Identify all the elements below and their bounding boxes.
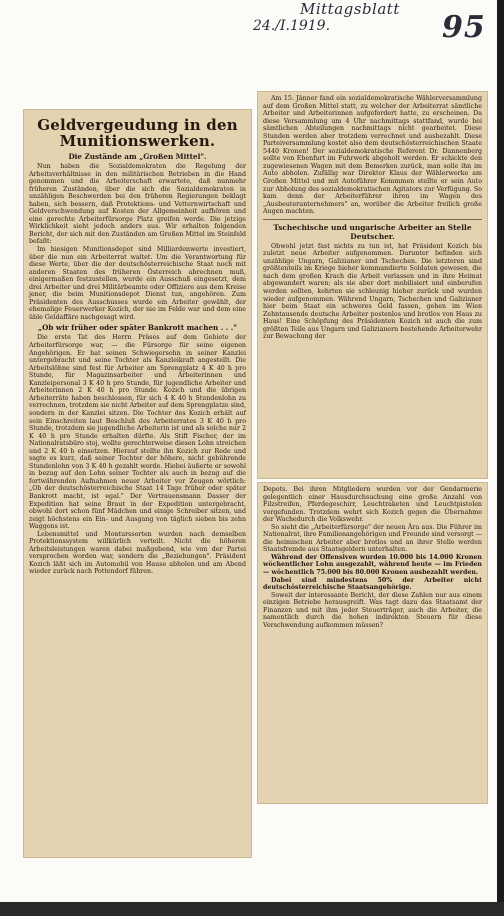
paragraph: Am 15. Jänner fand ein sozialdemokratische Wählerversammlung auf dem Großen Mittel statt, zu welcher der Arbeiterrat sämtliche Arbeiter und Arbeiterinnen aufgefordert hatte, zu erscheinen. Da diese Versammlung um 4 Uhr nachmittags stattfand, wurde bei sämtlichen Abteilungen nachmittags nicht gearbeitet. Diese Stunden werden aber trotzdem verrechnet und ausbezahlt. Diese Parteiversammlung kostet also dem deutschösterreichischen Staate 5440 Kronen! Der sozialdemokratische Referent Dr. Dannenberg sollte von Ebenfurt im Fuhrwerk abgeholt werden. Er schickte den zugewiesenen Wagen mit dem Bemerken zurück, man solle ihn im Auto abholen. Zufällig war Direktor Klaus der Wählerwerke am Großen Mittel und mit Autoführer Kommmen stellte er sein Auto zur Abholung des sozialdemokratischen Agitators zur Verfügung. So kam denn der Arbeiterführer ihren im Wagen des „Ausbeuterunternehmers" an, worüber die Arbeiter freilich große Augen machten. — [263, 95, 482, 216]
handwritten-page-number: 95 — [442, 10, 486, 45]
handwritten-source-note: Mittagsblatt — [300, 0, 400, 18]
section-subheading: „Ob wir früher oder später Bankrott machen . . ." — [38, 323, 237, 333]
paragraph: Obwohl jetzt fast nichts zu tun ist, hat Präsident Kozich bis zuletzt neue Arbeiter aufgenommen. Darunter befinden sich unzählige Ungarn, Galizianer und Tschechen. Die letzteren sind größtenteils im Kriege hieher kommandierte Soldaten gewesen, die nach dem großen Krach die Arbeit verlassen und in ihre Heimat abgewandert waren; als sie aber dort mobilisiert und einberufen werden sollten, kehrten sie schleunig hieher zurück und wurden wieder aufgenommen. Während Ungarn, Tschechen und Galizianer hier beim Staat ein schweres Geld fassen, gehen im Wien Zehntausende deutsche Arbeiter postenlos und brotlos von Haus zu Haus! Eine Schöpfung des Präsidenten Kozich ist auch die zum größten Teile aus Ungarn und Galizianern bestehende Arbeiterwehr zur Bewachung der — [263, 242, 482, 341]
paragraph: Im hiesigen Munitionsdepot sind Milliardenwerte investiert, über die nun ein Arbeiterrat waltet. Um die Verantwortung für diese Werte, über die der deutschösterreichische Staat noch mit anderen Staaten des früheren Österreich abrechnen muß, einigermaßen festzustellen, wurde ein Ausschuß eingesetzt, dem drei Arbeiter und drei Militärbeamte oder Offiziere aus dem Kreise jener, die beim Munitionsdepot Dienst tun, angehören. Zum Präsidenten des Ausschusses wurde ein Arbeiter gewählt, der ehemalige Feuerwerker Kozich, der nie im Felde war und dem eine üble Geldaffäre nachgesagt wird. — [29, 246, 246, 321]
paragraph: So sieht die „Arbeiterfürsorge" der neuen Ära aus. Die Führer im Nationalrat, ihre Familienangehörigen und Freunde sind versorgt — die heimischen Arbeiter aber brotlos und an ihrer Stelle werden Staatsfremde aus Staatsgeldern unterhalten. — [263, 523, 482, 554]
paragraph: Lebensmittel und Monturssorten wurden nach demselben Protektionssystem willkürlich verteilt. Nicht die höheren Arbeitsleistungen waren dabei maßgebend, wie von der Partei versprochen worden war, sondern die „Beziehungen". Präsident Kozich läßt sich im Automobil von Hause abholen und am Abend wieder zurück nach Pottendorf führen. — [29, 530, 246, 576]
clipping-right-bottom — [257, 482, 488, 804]
handwritten-date-note: 24./I.1919. — [253, 18, 331, 34]
clipping-left-column — [23, 109, 252, 858]
scan-edge-right — [497, 0, 504, 916]
article-headline: Geldvergeudung in den Munitionswerken. — [37, 116, 238, 150]
scan-edge-bottom — [0, 902, 504, 916]
paragraph: Die erste Tat des Herrn Präses auf dem Gebiete der Arbeiterfürsorge war, — die Fürsorge für seine eigenen Angehörigen. Er hat seinen Schwiegersohn in seiner Kanzlei untergebracht und seine Tochter als Kanzleikraft angestellt. Die Arbeitslöhne sind fest für Arbeiter am Sprengplatz 4 K 40 h pro Stunde, für Magazinsarbeiter und Arbeiterinnen und Kanzleipersonal 3 K 40 h pro Stunde, für jugendliche Arbeiter und Arbeiterinnen 2 K 40 h pro Stunde. Kozich und die übrigen Arbeiterräte haben beschlossen, für sich 4 K 40 h Stundenlohn zu verrechnen, trotzdem sie nicht Arbeiter auf dem Sprengplatze sind, sondern in der Kanzlei sitzen. Die Tochter des Kozich erhält auf sein Einschreiten laut Beschluß des Arbeiterrates 3 K 40 h pro Stunde, trotzdem sie jugendliche Arbeiterin ist und als solche nur 2 K 40 h pro Stunde erhalten dürfte. Als Stift Fischer, der im Nationalratsbüro stoj, wollte gerechterweise diesen Lohn streichen und 2 K 40 h einsetzen. Hierauf stellte ihn Kozich zur Rede und sagte es kurz, daß seiner Tochter der höhere, nicht gebührende Stundenlohn von 3 K 40 h gezahlt werde. Hiebei äußerte er sowohl in bezug auf den Lohn seiner Tochter als auch in bezug auf die fortwährenden Aufnahmen neuer Arbeiter vor Zeugen wörtlich: „Ob der deutschösterreichische Staat 14 Tage früher oder später Bankrott macht, ist egal." Der Vertrauensmann Dasser der Expedition hat seine Braut in der Expedition untergebracht, obwohl dort schon fünf Mädchen und einige Schreiber sitzen, und zeigt höchstens ein Ein- und Ausgang von täglich sieben bis zehn Waggons ist. — [29, 334, 246, 531]
paragraph: Soweit der interessante Bericht, der diese Zahlen nur aus einem einzigen Betriebe herausgreift. Was tagt dazu das Staatsamt der Finanzen und mit ihm jeder Steuerträger, auch die Arbeiter, die namentlich durch die hohen indirekten Steuern für diese Verschwendung aufkommen müssen? — [263, 591, 482, 629]
paragraph-emphasis: Dabei sind mindestens 50% der Arbeiter nicht deutschösterreichische Staatsangehörige. — [263, 576, 482, 592]
paragraph-emphasis: Während der Offensiven wurden 10.000 bis 14.000 Kronen wöchentlicher Lohn ausgezahlt, während heute — im Frieden — wöchentlich 75.000 bis 80.000 Kronen ausbezahlt werden. — [263, 553, 482, 577]
paragraph: Depots. Bei ihren Mitgliedern wurden vor der Gendarmerie gelegentlich einer Hausdurchsuchung eine große Anzahl von Filzstreifen, Pferdegeschirr, Leuchtraketen und Leuchtpistolen vorgefunden. Trotzdem wehrt sich Kozich gegen die Übernahme der Wachedurch die Volkswehr. — [263, 486, 482, 524]
article-subheading: Die Zustände am „Großen Mittel". — [68, 152, 207, 161]
paragraph: Nun haben die Sozialdemokraten die Regelung der Arbeitsverhältnisse in den militärischen Betrieben in die Hand genommen und die Arbeiterschaft erwartete, daß nunmehr früheren Zuständen, über die sich die Sozialdemokraten in unzähligen Beschwerden bei den früheren Regierungen beklagt haben, sich bessern, daß Protektions- und Vetternwirtschaft und Geldverschwendung auf Kosten der Allgemeinheit aufhören und eine gerechte Arbeiterfürsorge Platz greifen werde. Die jetzige Wirklichkeit sieht jedoch anders aus. Wir erhalten folgenden Bericht, der sich mit den Zuständen am Großen Mittel im Steinfeld befaßt: — [29, 163, 246, 246]
divider — [263, 219, 482, 220]
section-subheading: Tschechische und ungarische Arbeiter an Stelle Deutscher. — [273, 222, 472, 241]
clipping-right-top — [257, 91, 488, 479]
